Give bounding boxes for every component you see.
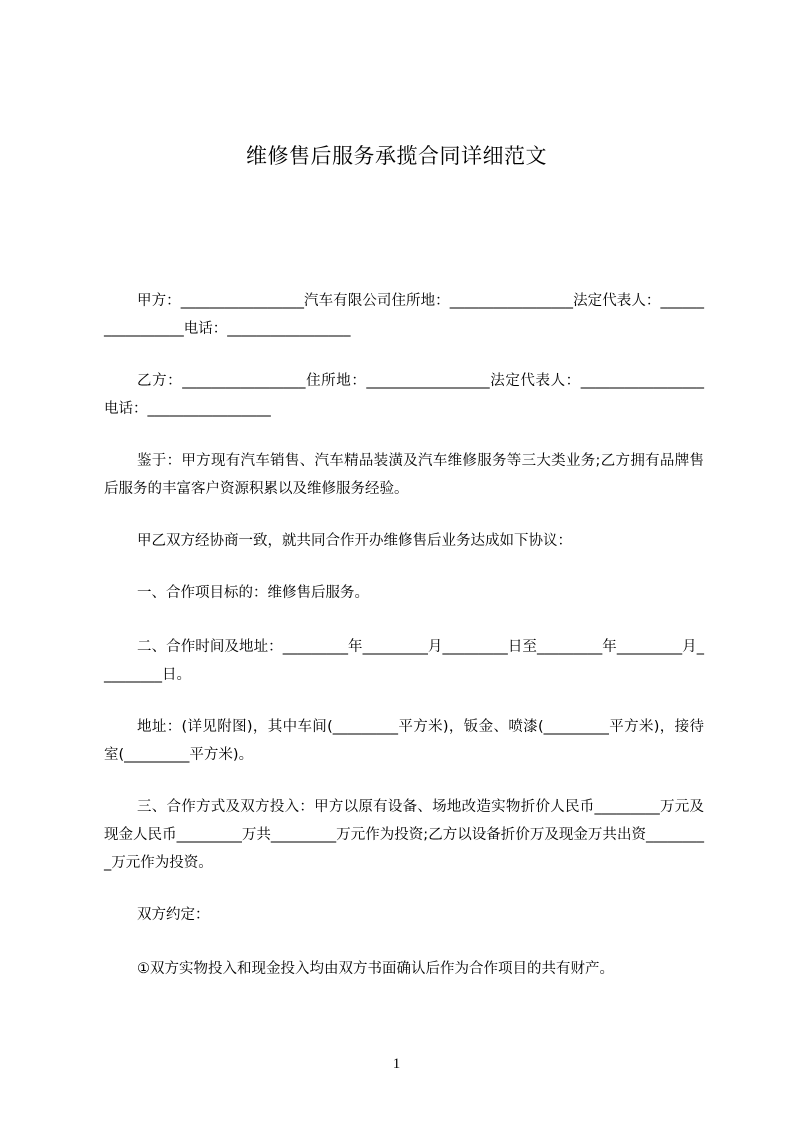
address-paragraph: 地址：(详见附图)，其中车间(_________平方米)，钣金、喷漆(_________平方米)，接待室(_________平方米)。 (104, 719, 704, 763)
agreement-intro-paragraph: 甲乙双方经协商一致，就共同合作开办维修售后业务达成如下协议： (137, 533, 572, 549)
party-a-paragraph: 甲方：_________________汽车有限公司住所地：_________________法定代表人：_________________电话：_________________ (104, 293, 704, 337)
mutual-agreement-heading: 双方约定： (137, 907, 210, 923)
document-title: 维修售后服务承揽合同详细范文 (246, 144, 547, 168)
party-b-paragraph: 乙方：_________________住所地：_________________法定代表人：_________________电话：_________________ (104, 373, 704, 417)
whereas-paragraph: 鉴于：甲方现有汽车销售、汽车精品装潢及汽车维修服务等三大类业务;乙方拥有品牌售后服务的丰富客户资源积累以及维修服务经验。 (104, 453, 704, 497)
section-2-paragraph: 二、合作时间及地址：_________年_________月_________日至_________年_________月_________日。 (104, 639, 704, 683)
section-1-paragraph: 一、合作项目标的：维修售后服务。 (137, 585, 369, 601)
clause-1-paragraph: ①双方实物投入和现金投入均由双方书面确认后作为合作项目的共有财产。 (137, 961, 614, 977)
section-3-paragraph: 三、合作方式及双方投入：甲方以原有设备、场地改造实物折价人民币_________万元及现金人民币_________万共_________万元作为投资;乙方以设备折价万及现金万共出资_________万元作为投资。 (104, 799, 704, 871)
page-number: 1 (392, 1056, 401, 1072)
